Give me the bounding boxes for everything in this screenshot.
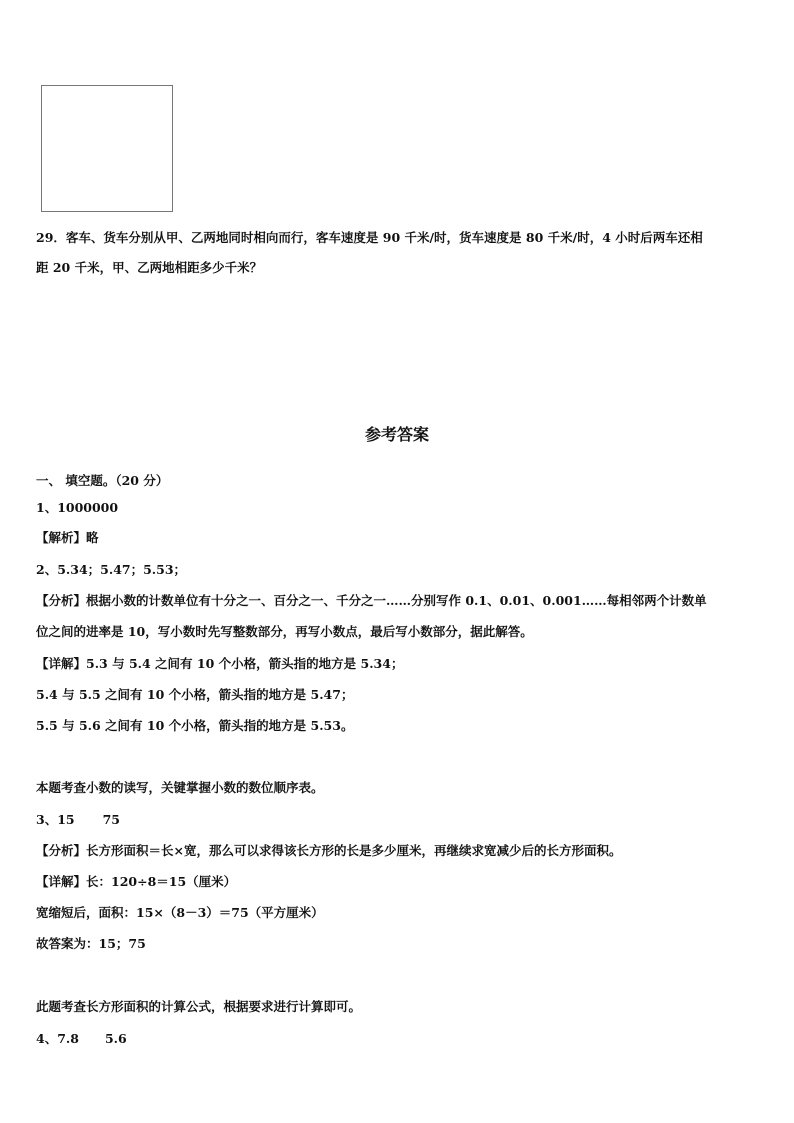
question-29-line-2: 距 20 千米，甲、乙两地相距多少千米？ (36, 260, 263, 275)
answer-2-analysis-line-2: 位之间的进率是 10，写小数时先写整数部分，再写小数点，最后写小数部分，据此解答。 (36, 624, 533, 639)
answer-2-summary: 本题考查小数的读写，关键掌握小数的数位顺序表。 (36, 780, 324, 795)
answer-4 (36, 1030, 127, 1048)
answer-4-value-2: 5.6 (104, 1031, 127, 1046)
answer-3-summary: 此题考查长方形面积的计算公式，根据要求进行计算即可。 (36, 999, 362, 1014)
answer-3-value-2: 75 (102, 812, 120, 827)
answer-3-label: 3、15 (36, 812, 75, 827)
question-29-line-1: 29．客车、货车分别从甲、乙两地同时相向而行，客车速度是 90 千米/时，货车速度是 80 千米/时，4 小时后两车还相 (36, 230, 703, 245)
answer-3-detail-line-3: 故答案为：15；75 (36, 936, 146, 951)
answer-2-analysis-line-1: 【分析】根据小数的计数单位有十分之一、百分之一、千分之一……分别写作 0.1、0.01、0.001……每相邻两个计数单 (36, 593, 707, 608)
figure-placeholder (41, 85, 173, 212)
section-1-header: 一、 填空题。（20 分） (36, 473, 169, 488)
answer-1-analysis: 【解析】略 (36, 530, 99, 545)
answer-3-detail-line-2: 宽缩短后，面积：15×（8－3）＝75（平方厘米） (36, 905, 324, 920)
answer-3-detail-line-1: 【详解】长：120÷8＝15（厘米） (36, 874, 237, 889)
answer-4-label: 4、7.8 (36, 1031, 79, 1046)
answer-1: 1、1000000 (36, 500, 119, 515)
answer-2: 2、5.34；5.47；5.53； (36, 562, 187, 577)
answer-2-detail-line-1: 【详解】5.3 与 5.4 之间有 10 个小格，箭头指的地方是 5.34； (36, 656, 404, 671)
answers-title: 参考答案 (364, 425, 429, 444)
answer-2-detail-line-2: 5.4 与 5.5 之间有 10 个小格，箭头指的地方是 5.47； (36, 687, 354, 702)
answer-3 (36, 811, 120, 829)
answer-2-detail-line-3: 5.5 与 5.6 之间有 10 个小格，箭头指的地方是 5.53。 (36, 718, 354, 733)
answer-3-analysis: 【分析】长方形面积＝长×宽，那么可以求得该长方形的长是多少厘米，再继续求宽减少后的长方形面积。 (36, 843, 622, 858)
